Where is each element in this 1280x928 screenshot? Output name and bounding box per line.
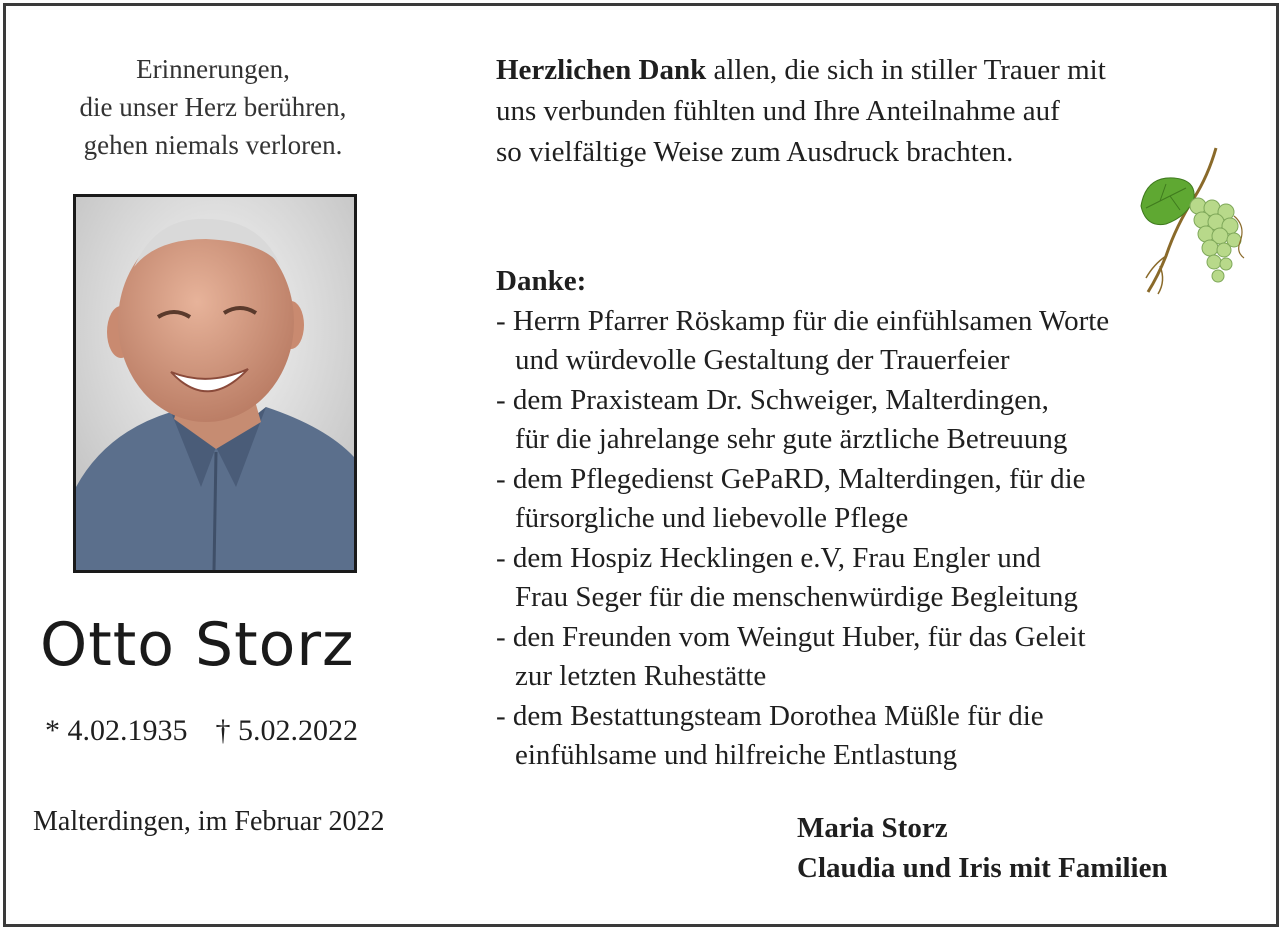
intro-text: allen, die sich in stiller Trauer mit [706,54,1106,86]
memorial-poem [28,50,398,164]
thanks-list [496,262,1256,776]
thanks-item-line: fürsorgliche und liebevolle Pflege [515,502,909,534]
poem-line: die unser Herz berühren, [79,92,347,122]
thanks-item-line: Frau Seger für die menschenwürdige Begleitung [515,581,1078,613]
intro-line [496,50,1256,91]
thanks-item-line: - dem Praxisteam Dr. Schweiger, Malterdingen, [496,383,1049,416]
thanks-item-line: - dem Pflegedienst GePaRD, Malterdingen, für die [496,462,1086,495]
thanks-item-line: - dem Bestattungsteam Dorothea Müßle für die [496,699,1044,732]
thanks-item-line: einfühlsame und hilfreiche Entlastung [515,739,958,771]
death-date: † 5.02.2022 [215,714,358,747]
thanks-title: Danke: [496,265,587,297]
poem-line: Erinnerungen, [136,54,290,84]
thanks-item-line: zur letzten Ruhestätte [515,660,767,692]
intro-line: uns verbunden fühlten und Ihre Anteilnahme auf [496,95,1060,127]
birth-date: * 4.02.1935 [45,714,188,747]
intro-line: so vielfältige Weise zum Ausdruck brachten. [496,136,1014,168]
thanks-item-line: - dem Hospiz Hecklingen e.V, Frau Engler und [496,541,1041,574]
place-and-date: Malterdingen, im Februar 2022 [33,806,385,837]
signer-name: Maria Storz [797,812,948,844]
signer-name: Claudia und Iris mit Familien [797,852,1168,884]
intro-bold: Herzlichen Dank [496,54,707,86]
portrait-illustration [76,197,354,570]
deceased-name: Otto Storz [40,610,355,680]
life-dates [45,714,386,748]
thanks-item-line: und würdevolle Gestaltung der Trauerfeier [515,344,1010,376]
poem-line: gehen niemals verloren. [83,130,343,160]
thanks-item-line: für die jahrelange sehr gute ärztliche Betreuung [515,423,1068,455]
thanks-item-line: - Herrn Pfarrer Röskamp für die einfühlsamen Worte [496,304,1110,337]
thanks-item-line: - den Freunden vom Weingut Huber, für das Geleit [496,620,1086,653]
signers [797,808,1168,888]
portrait-photo [73,194,357,573]
